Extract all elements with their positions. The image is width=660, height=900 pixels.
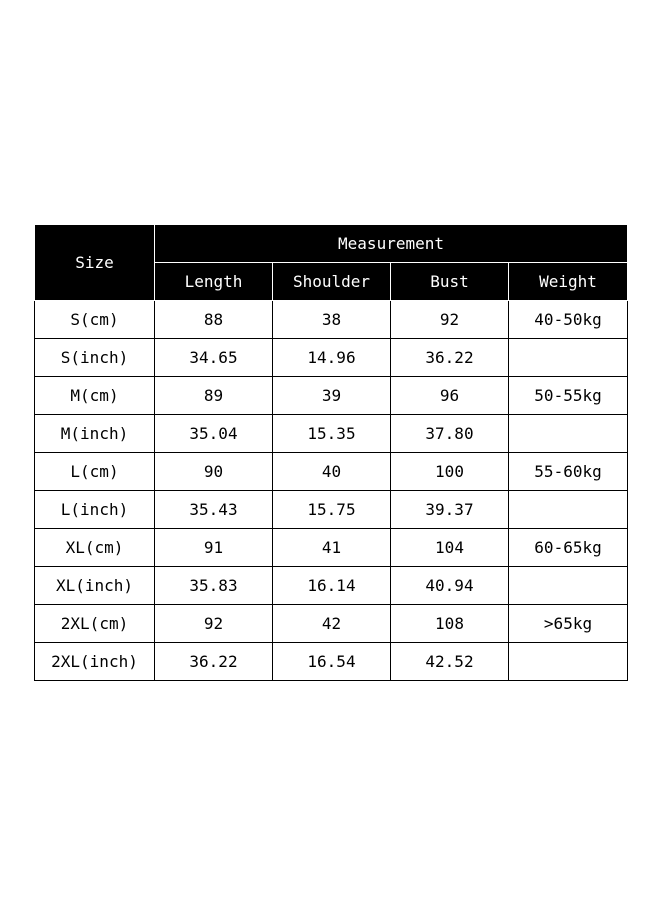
size-cell: S(cm): [35, 301, 155, 339]
size-cell: XL(cm): [35, 529, 155, 567]
shoulder-cell: 40: [273, 453, 391, 491]
shoulder-cell: 15.75: [273, 491, 391, 529]
bust-cell: 92: [391, 301, 509, 339]
bust-cell: 96: [391, 377, 509, 415]
shoulder-cell: 42: [273, 605, 391, 643]
size-cell: M(inch): [35, 415, 155, 453]
length-cell: 34.65: [155, 339, 273, 377]
weight-header: Weight: [509, 263, 628, 301]
bust-cell: 36.22: [391, 339, 509, 377]
length-cell: 89: [155, 377, 273, 415]
length-cell: 35.43: [155, 491, 273, 529]
size-cell: L(cm): [35, 453, 155, 491]
table-row: [35, 301, 628, 339]
shoulder-header: Shoulder: [273, 263, 391, 301]
weight-cell: [509, 415, 628, 453]
bust-cell: 40.94: [391, 567, 509, 605]
weight-cell: 50-55kg: [509, 377, 628, 415]
size-header: Size: [35, 225, 155, 301]
weight-cell: [509, 643, 628, 681]
weight-cell: [509, 339, 628, 377]
length-cell: 36.22: [155, 643, 273, 681]
length-cell: 90: [155, 453, 273, 491]
shoulder-cell: 39: [273, 377, 391, 415]
bust-cell: 42.52: [391, 643, 509, 681]
bust-cell: 39.37: [391, 491, 509, 529]
bust-cell: 37.80: [391, 415, 509, 453]
length-cell: 91: [155, 529, 273, 567]
shoulder-cell: 14.96: [273, 339, 391, 377]
size-cell: XL(inch): [35, 567, 155, 605]
bust-cell: 108: [391, 605, 509, 643]
length-cell: 92: [155, 605, 273, 643]
table-row: [35, 491, 628, 529]
measurement-header: Measurement: [155, 225, 628, 263]
shoulder-cell: 38: [273, 301, 391, 339]
table-row: [35, 453, 628, 491]
shoulder-cell: 15.35: [273, 415, 391, 453]
size-cell: 2XL(inch): [35, 643, 155, 681]
table-row: [35, 567, 628, 605]
size-cell: M(cm): [35, 377, 155, 415]
table-row: [35, 415, 628, 453]
weight-cell: 55-60kg: [509, 453, 628, 491]
length-cell: 35.83: [155, 567, 273, 605]
shoulder-cell: 16.14: [273, 567, 391, 605]
length-cell: 88: [155, 301, 273, 339]
table-row: [35, 605, 628, 643]
shoulder-cell: 41: [273, 529, 391, 567]
weight-cell: [509, 491, 628, 529]
table-row: [35, 339, 628, 377]
weight-cell: >65kg: [509, 605, 628, 643]
length-header: Length: [155, 263, 273, 301]
size-chart-table: [34, 224, 628, 681]
size-cell: 2XL(cm): [35, 605, 155, 643]
weight-cell: 40-50kg: [509, 301, 628, 339]
bust-header: Bust: [391, 263, 509, 301]
table-row: [35, 529, 628, 567]
bust-cell: 100: [391, 453, 509, 491]
table-row: [35, 643, 628, 681]
bust-cell: 104: [391, 529, 509, 567]
weight-cell: [509, 567, 628, 605]
weight-cell: 60-65kg: [509, 529, 628, 567]
shoulder-cell: 16.54: [273, 643, 391, 681]
size-cell: S(inch): [35, 339, 155, 377]
table-row: [35, 377, 628, 415]
length-cell: 35.04: [155, 415, 273, 453]
size-cell: L(inch): [35, 491, 155, 529]
